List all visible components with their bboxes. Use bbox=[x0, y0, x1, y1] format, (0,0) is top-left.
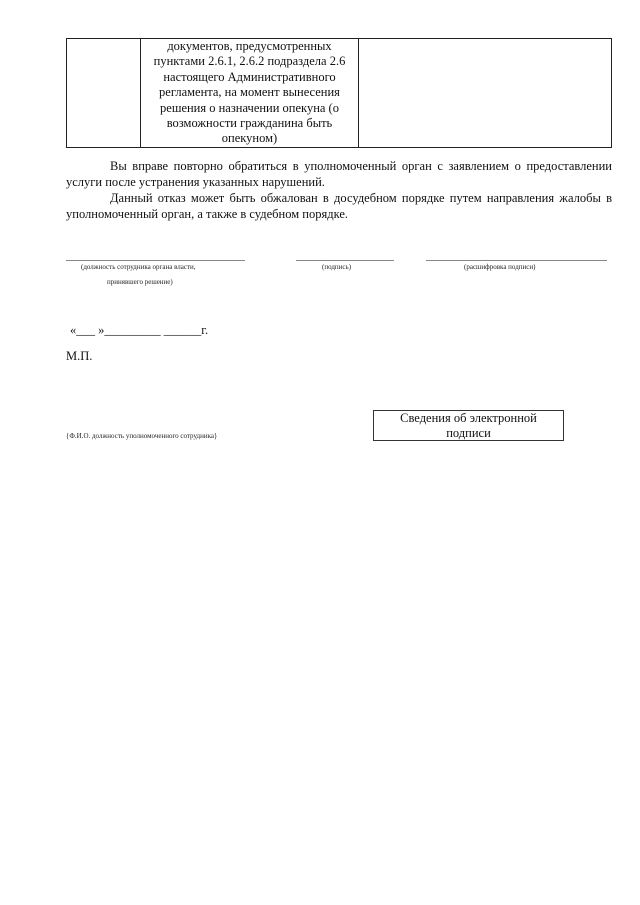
signature-line bbox=[296, 260, 394, 261]
appeal-line-2: уполномоченный орган, а также в судебном порядке. bbox=[66, 207, 349, 221]
table-row bbox=[67, 39, 612, 148]
appeal-paragraph bbox=[66, 190, 612, 222]
employee-caption: {Ф.И.О. должность уполномоченного сотрудника} bbox=[66, 432, 218, 440]
reason-line: пунктами 2.6.1, 2.6.2 подраздела 2.6 bbox=[153, 54, 346, 69]
stamp-label: М.П. bbox=[66, 349, 93, 363]
electronic-signature-box bbox=[373, 410, 564, 441]
esig-line-1: Сведения об электронной bbox=[400, 411, 537, 425]
reapply-paragraph bbox=[66, 158, 612, 190]
table-cell-explanation bbox=[359, 39, 612, 148]
table-cell-number bbox=[67, 39, 141, 148]
position-signature-line bbox=[66, 260, 245, 261]
signature-caption: (подпись) bbox=[322, 263, 352, 271]
reason-line: решения о назначении опекуна (о bbox=[160, 100, 339, 115]
esig-line-2: подписи bbox=[446, 426, 491, 440]
decoding-caption: (расшифровка подписи) bbox=[464, 263, 536, 271]
reason-line: возможности гражданина быть bbox=[166, 116, 333, 131]
date-line: «___ »_________ ______г. bbox=[70, 323, 209, 337]
reason-line: регламента, на момент вынесения bbox=[159, 85, 340, 100]
table-cell-reason bbox=[141, 39, 359, 148]
reapply-line-1: Вы вправе повторно обратиться в уполномоченный орган с заявлением о предоставлении bbox=[110, 159, 612, 173]
reason-text bbox=[141, 39, 358, 147]
reason-line: документов, предусмотренных bbox=[167, 39, 332, 53]
requirements-table bbox=[66, 38, 612, 148]
decoding-signature-line bbox=[426, 260, 607, 261]
reapply-line-2: услуги после устранения указанных нарушений. bbox=[66, 175, 325, 189]
position-caption-2: принявшего решение) bbox=[107, 278, 173, 286]
reason-line: опекуном) bbox=[221, 131, 278, 146]
appeal-line-1: Данный отказ может быть обжалован в досудебном порядке путем направления жалобы в bbox=[110, 191, 612, 205]
reason-line: настоящего Административного bbox=[163, 69, 336, 84]
position-caption-1: (должность сотрудника органа власти, bbox=[81, 263, 196, 271]
